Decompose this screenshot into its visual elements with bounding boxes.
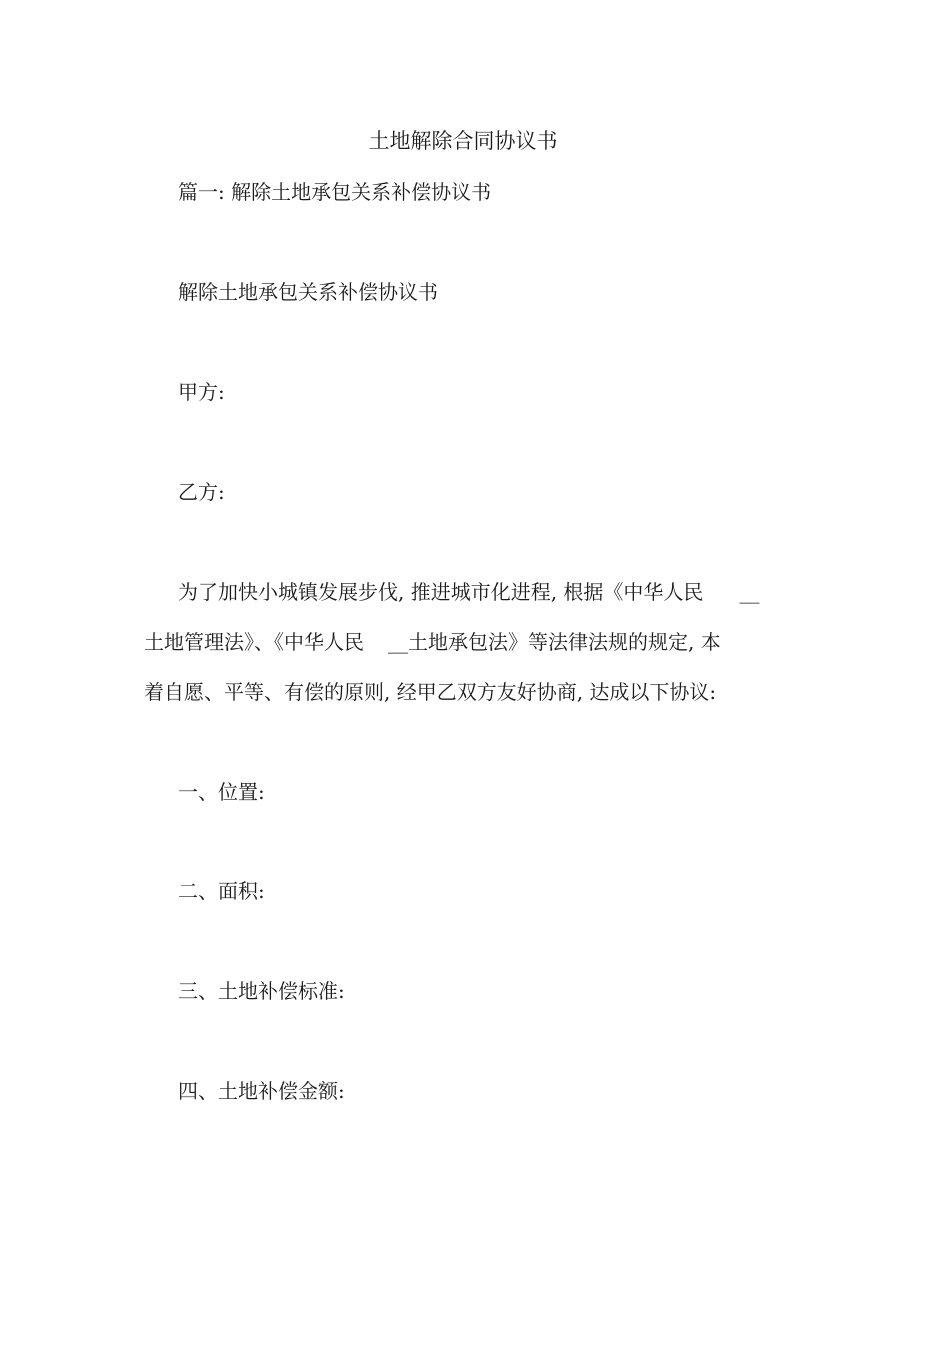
document-subtitle: 篇一: 解除土地承包关系补偿协议书	[178, 180, 492, 204]
blank-underline: __	[739, 580, 760, 604]
agreement-heading: 解除土地承包关系补偿协议书	[178, 280, 438, 304]
party-b-label: 乙方:	[178, 480, 225, 504]
item-location: 一、位置:	[178, 780, 265, 804]
paragraph-line-2	[144, 629, 721, 655]
item-compensation-standard: 三、土地补偿标准:	[178, 979, 345, 1003]
document-title: 土地解除合同协议书	[368, 129, 558, 153]
item-area: 二、面积:	[178, 879, 265, 903]
paragraph-line-2-text-b: 土地承包法》等法律法规的规定, 本	[408, 630, 721, 654]
blank-underline: __	[388, 630, 408, 654]
paragraph-line-3: 着自愿、平等、有偿的原则, 经甲乙双方友好协商, 达成以下协议:	[144, 680, 717, 704]
party-a-label: 甲方:	[178, 380, 225, 404]
paragraph-line-2-text-a: 土地管理法》、《中华人民	[144, 630, 364, 654]
paragraph-line-1-text: 为了加快小城镇发展步伐, 推进城市化进程, 根据《中华人民	[178, 580, 704, 604]
paragraph-line-1	[178, 579, 759, 605]
item-compensation-amount: 四、土地补偿金额:	[178, 1079, 345, 1103]
